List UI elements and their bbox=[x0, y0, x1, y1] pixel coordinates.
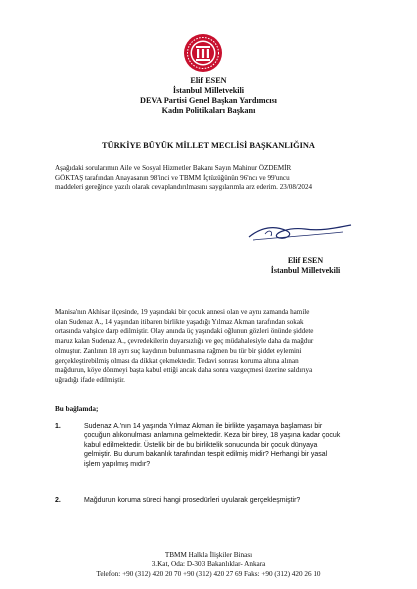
text-line: çocuğun alıkonulması anlamına gelmektedir. Keza bir birey, 18 yaşına kadar çocuk bbox=[84, 432, 341, 440]
footer-line: Telefon: +90 (312) 420 20 70 +90 (312) 420 27 69 Faks: +90 (312) 420 26 10 bbox=[96, 569, 321, 578]
body-paragraph bbox=[55, 308, 365, 386]
lead-text: Bu bağlamda; bbox=[55, 405, 99, 413]
question-text bbox=[84, 422, 364, 469]
text-line: olan Sudenaz A., 14 yaşından itibaren birlikte yaşadığı Yılmaz Akman tarafından sokak bbox=[55, 317, 304, 326]
text-line: Manisa'nın Akhisar ilçesinde, 19 yaşındaki bir çocuk annesi olan ve aynı zamanda hamile bbox=[55, 308, 310, 316]
question-number: 1. bbox=[55, 423, 61, 430]
text-line: maddeleri gereğince yazılı olarak cevaplandırılmasını saygılarımla arz ederim. 23/08/2024 bbox=[55, 183, 313, 192]
text-line: Mağdurun koruma süreci hangi prosedürleri uyularak gerçekleşmiştir? bbox=[84, 497, 301, 504]
text-line: olmuştur. Zanlının 18 ayrı suç kaydının bulunmasına rağmen bu tür bir şiddet eylemini bbox=[55, 346, 302, 355]
text-line: mağdurun, köye dönmeyi başta kabul ettiği ancak daha sonra vazgeçmesi üzerine saldırıya bbox=[55, 366, 313, 375]
footer-line: TBMM Halkla İlişkiler Binası bbox=[164, 551, 253, 559]
document-title: TÜRKİYE BÜYÜK MİLLET MECLİSİ BAŞKANLIĞINA bbox=[102, 141, 315, 150]
text-line: kabul edilmektedir. Üstelik bir de bu birliktelik sonucunda bir çocuk dünyaya bbox=[84, 441, 318, 449]
signature-title: İstanbul Milletvekili bbox=[270, 266, 341, 275]
header-name: Elif ESEN bbox=[190, 76, 227, 85]
question-number: 2. bbox=[55, 497, 61, 504]
header-constituency: İstanbul Milletvekili bbox=[172, 86, 245, 95]
header-department: Kadın Politikaları Başkanı bbox=[161, 106, 256, 115]
header-party-role: DEVA Partisi Genel Başkan Yardımcısı bbox=[140, 96, 277, 105]
signature-name: Elif ESEN bbox=[287, 256, 324, 265]
handwritten-signature-icon bbox=[243, 217, 358, 247]
text-line: maruz kalan Sudenaz A., çevredekilerin duyarsızlığı ve geç müdahalesiyle daha da mağdur bbox=[55, 337, 314, 346]
intro-paragraph bbox=[55, 164, 365, 193]
text-line: ortasında vahşice darp edilmiştir. Olay anında üç yaşındaki oğlunun gözleri önünde şiddete bbox=[55, 327, 314, 336]
text-line: gerçekleştirebilmiş olması da dikkat çekmektedir. Tedavi sonrası koruma altına alınan bbox=[55, 356, 299, 365]
text-line: işlem yapılmış mıdır? bbox=[84, 460, 151, 468]
question-text bbox=[84, 496, 364, 505]
text-line: gelmiştir. Bu durum bakanlık tarafından tespit edilmiş midir? Herhangi bir yasal bbox=[84, 451, 328, 459]
text-line: Aşağıdaki sorularımın Aile ve Sosyal Hizmetler Bakanı Sayın Mahinur ÖZDEMİR bbox=[55, 164, 292, 172]
text-line: uğradığı ifade edilmiştir. bbox=[55, 375, 125, 384]
footer-address bbox=[0, 551, 417, 579]
tbmm-logo-icon bbox=[183, 33, 223, 73]
text-line: GÖKTAŞ tarafından Anayasanın 98'inci ve TBMM İçtüzüğünün 96'ncı ve 99'uncu bbox=[55, 173, 290, 182]
footer-line: 3.Kat, Oda: D-303 Bakanlıklar- Ankara bbox=[151, 560, 266, 569]
text-line: Sudenaz A.'nın 14 yaşında Yılmaz Akman ile birlikte yaşamaya başlaması bir bbox=[84, 423, 323, 430]
